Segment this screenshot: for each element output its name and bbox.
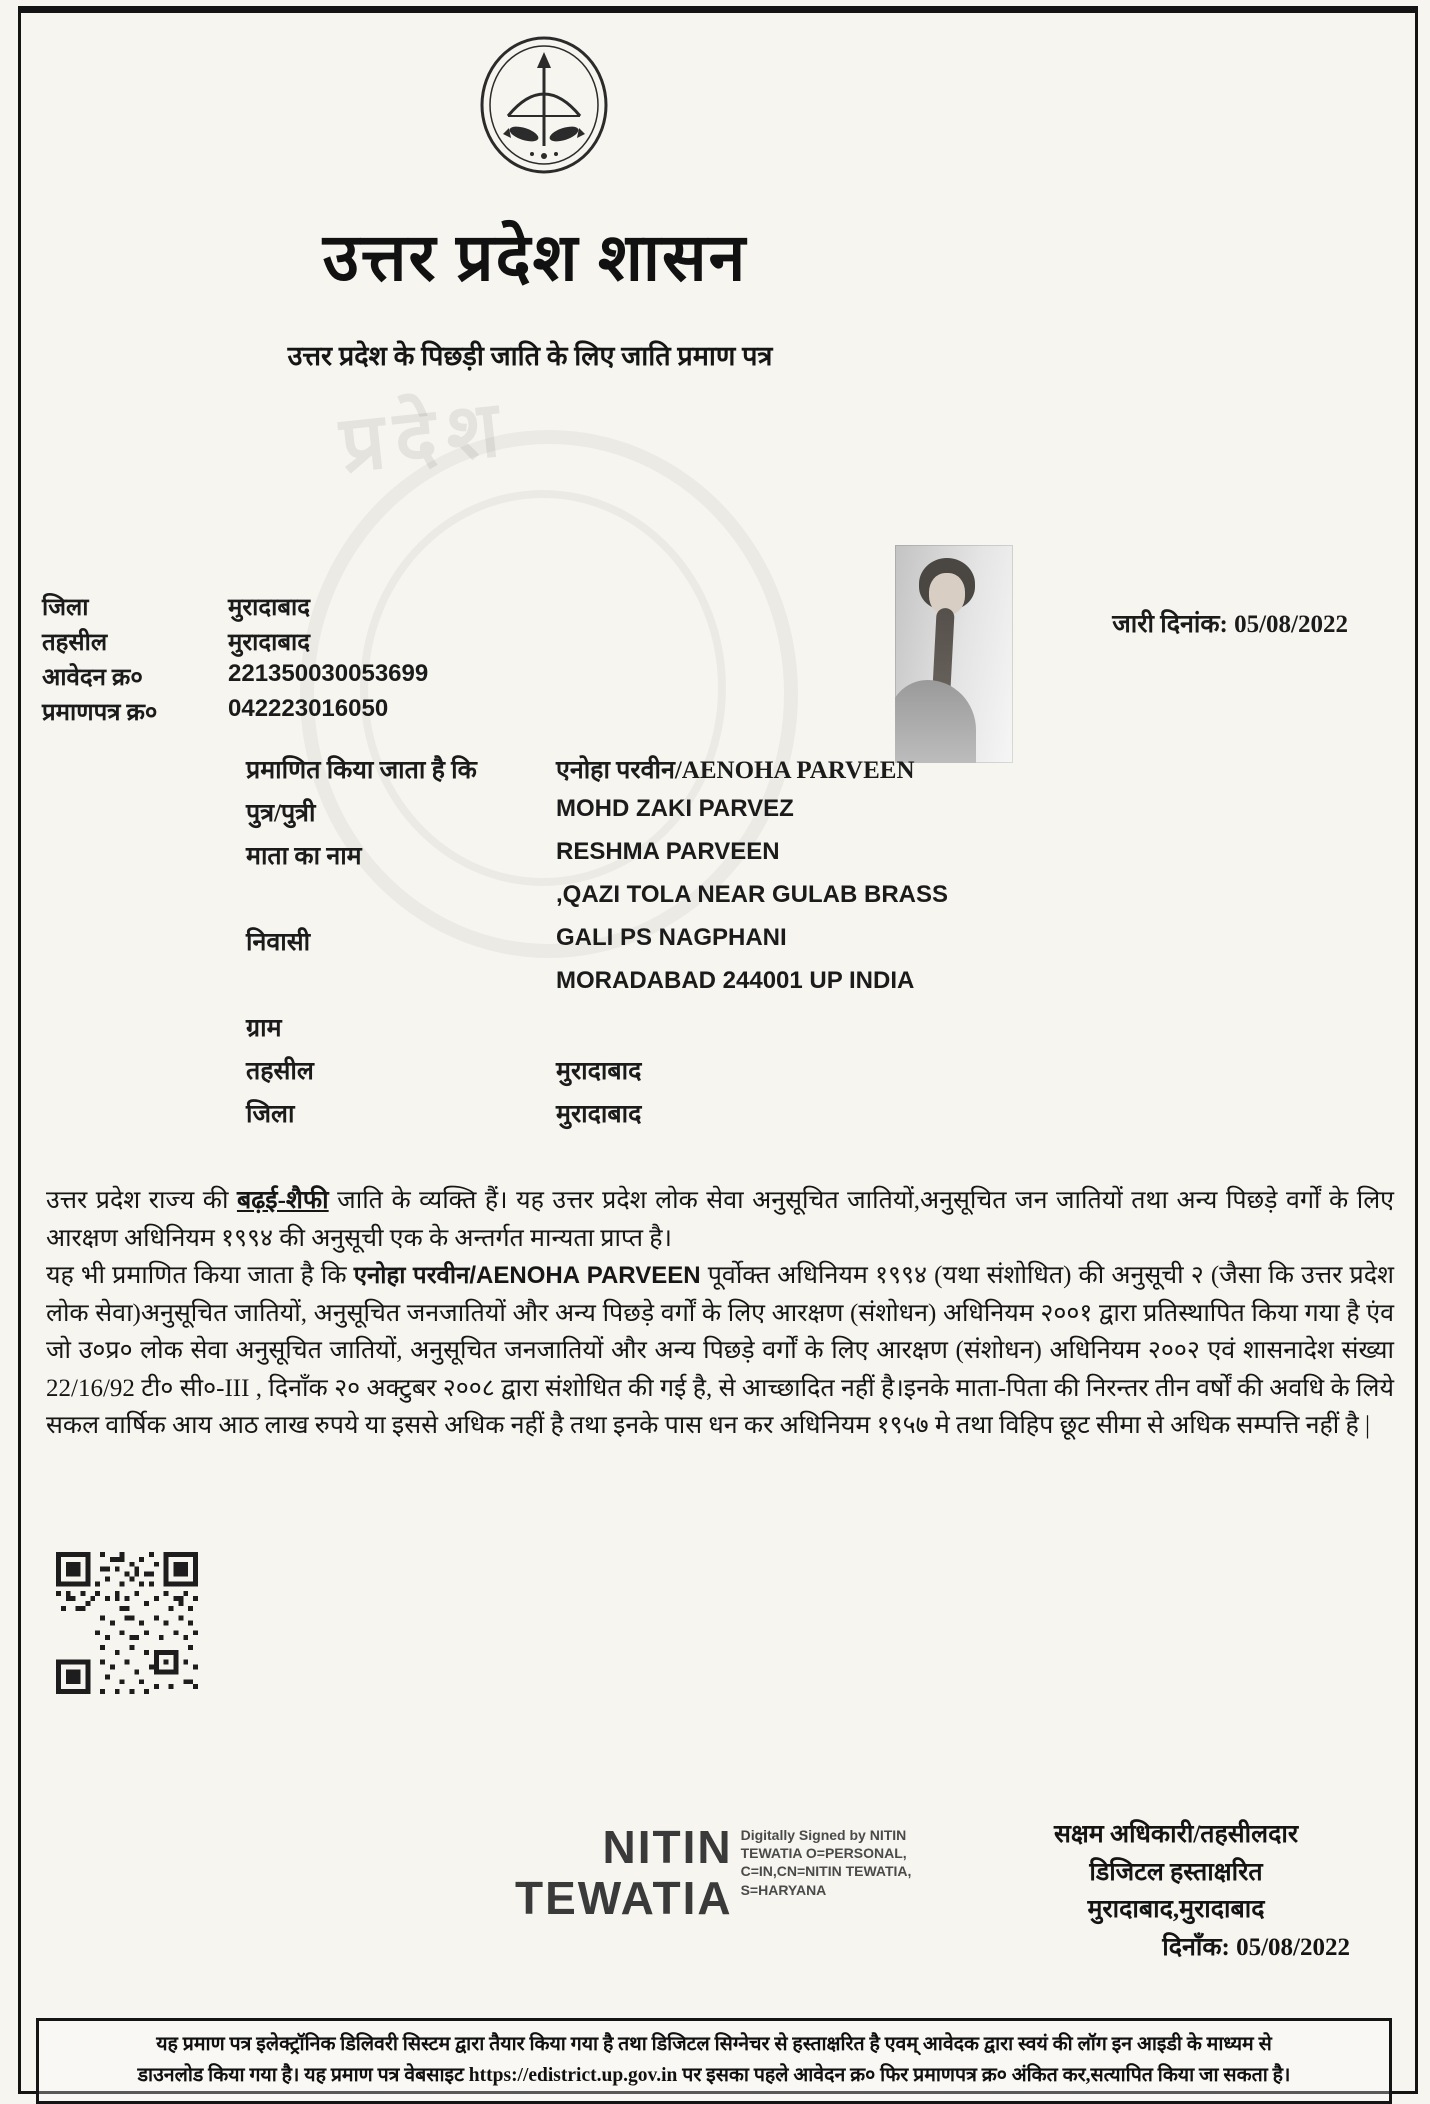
field-district-2	[246, 1096, 948, 1139]
field-address-line-3	[246, 967, 948, 1010]
officer-signature-block	[1002, 1816, 1350, 1966]
address-line: GALI PS NAGPHANI	[556, 924, 787, 951]
mother-name: RESHMA PARVEEN	[556, 838, 780, 865]
field-label: जिला	[246, 1101, 295, 1128]
field-value: मुरादाबाद	[556, 1058, 642, 1085]
field-tehsil-2	[246, 1053, 948, 1096]
field-district	[42, 590, 428, 625]
issue-date: जारी दिनांक: 05/08/2022	[1112, 611, 1348, 638]
field-label: जिला	[42, 595, 89, 621]
applicant-name: एनोहा परवीन/AENOHA PARVEEN	[556, 757, 915, 784]
field-label	[246, 967, 556, 1010]
footer-line-2: डाउनलोड किया गया है। यह प्रमाण पत्र वेबसाइट https://edistrict.up.gov.in पर इसका पहले आवेदन क्र० फिर प्रमाणपत्र क्र० अंकित कर,सत्यापित किया जा सकता है।	[137, 2065, 1291, 2087]
field-value: मुरादाबाद	[228, 595, 311, 621]
officer-digitally-signed: डिजिटल हस्ताक्षरित	[1089, 1858, 1263, 1886]
body-text-segment: उत्तर प्रदेश राज्य की	[46, 1187, 237, 1214]
field-resident	[246, 924, 948, 967]
field-label: तहसील	[246, 1058, 314, 1085]
field-value: मुरादाबाद	[556, 1101, 642, 1128]
body-text-segment: पूर्वोक्त अधिनियम १९९४ (यथा संशोधित) की अनुसूची २ (जैसा कि उत्तर प्रदेश लोक सेवा)अनुसूचित जातियों, अनुसूचित जनजातियों और अन्य पिछड़े वर्गों के लिए आरक्षण (संशोधन) अधिनियम २००१ द्वारा प्रतिस्थापित किया गया है एंव जो उ०प्र० लोक सेवा अनुसूचित जातियों, अनुसूचित जनजातियों और अन्य पिछड़े वर्गों के लिए आरक्षण (संशोधन) अधिनियम २००२ एवं शासनादेश संख्या 22/16/92 टी० सी०-III , दिनाँक २० अक्टुबर २००८ द्वारा संशोधित की गई है, से आच्छादित नहीं है।इनके माता-पिता की निरन्तर तीन वर्षों की अवधि के लिये सकल वार्षिक आय आठ लाख रुपये या इससे अधिक नहीं है तथा इनके पास धन कर अधिनियम १९५७ मे तथा विहिप छूट सीमा से अधिक सम्पत्ति नहीं है |	[46, 1262, 1394, 1439]
field-village	[246, 1010, 948, 1053]
field-father-name	[246, 795, 948, 838]
field-application-number	[42, 660, 428, 695]
officer-sign-date: दिनाँक: 05/08/2022	[1162, 1933, 1350, 1961]
field-label: पुत्र/पुत्री	[246, 800, 316, 827]
field-certified-that	[246, 752, 948, 795]
field-tehsil	[42, 625, 428, 660]
field-certificate-number	[42, 695, 428, 730]
address-line: MORADABAD 244001 UP INDIA	[556, 967, 915, 994]
document-title: उत्तर प्रदेश शासन	[322, 222, 748, 295]
address-line: ,QAZI TOLA NEAR GULAB BRASS	[556, 881, 949, 908]
father-name: MOHD ZAKI PARVEZ	[556, 795, 794, 822]
applicant-name-inline: एनोहा परवीन/AENOHA PARVEEN	[353, 1262, 701, 1289]
person-fields	[246, 752, 948, 1139]
field-label: माता का नाम	[246, 843, 362, 870]
field-label: प्रमाणपत्र क्र०	[42, 700, 158, 726]
document-subtitle: उत्तर प्रदेश के पिछड़ी जाति के लिए जाति प्रमाण पत्र	[287, 341, 773, 371]
signer-name-line1: NITIN	[602, 1821, 733, 1873]
field-value: 221350030053699	[228, 660, 429, 687]
signer-name	[515, 1822, 733, 1923]
field-value: 042223016050	[228, 695, 389, 722]
field-label: निवासी	[246, 929, 311, 956]
footer-line-1: यह प्रमाण पत्र इलेक्ट्रॉनिक डिलिवरी सिस्टम द्वारा तैयार किया गया है तथा डिजिटल सिग्नेचर से हस्ताक्षरित है एवम् आवेदक द्वारा स्वयं की लॉग इन आइडी के माध्यम से	[156, 2034, 1272, 2055]
body-text-segment: जाति के व्यक्ति हैं। यह उत्तर प्रदेश लोक सेवा अनुसूचित जातियों,अनुसूचित जन जातियों तथा अन्य पिछड़े वर्गों के लिए आरक्षण अधिनियम १९९४ की अनुसूची एक के अन्तर्गत मान्यता प्राप्त है।	[46, 1187, 1394, 1252]
paragraph-legal-declaration	[46, 1257, 1394, 1445]
field-label	[246, 881, 556, 924]
photo-torso-shape	[895, 680, 976, 763]
field-label: तहसील	[42, 630, 108, 656]
qr-code	[56, 1552, 198, 1694]
field-label: आवेदन क्र०	[42, 665, 143, 691]
body-text-segment: यह भी प्रमाणित किया जाता है कि	[46, 1262, 354, 1289]
field-address-line-1	[246, 881, 948, 924]
officer-location: मुरादाबाद,मुरादाबाद	[1087, 1896, 1265, 1923]
field-label: प्रमाणित किया जाता है कि	[246, 757, 477, 784]
officer-designation: सक्षम अधिकारी/तहसीलदार	[1053, 1821, 1299, 1848]
certificate-body	[46, 1182, 1394, 1445]
up-government-emblem-icon	[478, 34, 610, 176]
registry-fields	[42, 590, 428, 730]
digital-signature-note: Digitally Signed by NITIN TEWATIA O=PERSONAL, C=IN,CN=NITIN TEWATIA, S=HARYANA	[740, 1827, 912, 1898]
field-mother-name	[246, 838, 948, 881]
field-value: मुरादाबाद	[228, 630, 311, 656]
watermark-text: प्रदेश	[336, 384, 514, 489]
footer-notice	[36, 2018, 1392, 2104]
signer-name-line2: TEWATIA	[515, 1871, 733, 1924]
field-label: ग्राम	[246, 1015, 282, 1042]
digital-signature-block	[515, 1822, 946, 1923]
applicant-photo	[895, 545, 1013, 763]
caste-name: बढ़ई-शैफी	[236, 1187, 329, 1214]
paragraph-caste-declaration	[46, 1182, 1394, 1257]
